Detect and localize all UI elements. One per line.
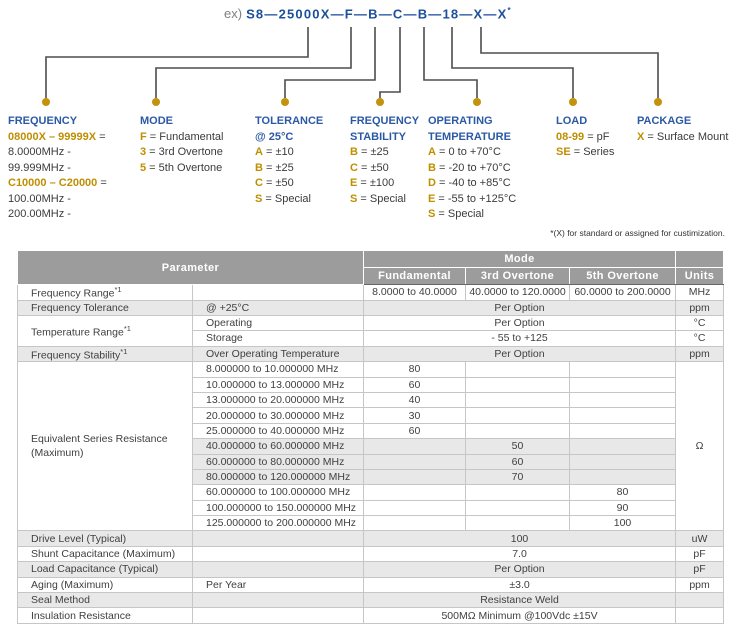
units-cell: MHz [676, 285, 724, 301]
legend-item: C10000 – C20000 = [8, 177, 107, 189]
condition-cell: 60.000000 to 100.000000 MHz [193, 485, 364, 500]
col-header-mode: Mode [364, 251, 676, 268]
legend-item-code: B [255, 161, 263, 174]
legend-item: B = ±25 [255, 161, 294, 174]
legend-item-code: B [428, 161, 436, 174]
units-cell: pF [676, 546, 724, 561]
table-row [18, 346, 724, 362]
legend-item-code: X [637, 130, 645, 143]
col-header-fundamental: Fundamental [364, 268, 466, 285]
legend-column-load [556, 114, 614, 161]
value-cell [570, 362, 676, 377]
callout-dot-load [569, 98, 577, 106]
legend-title: TOLERANCE [255, 115, 324, 127]
condition-cell: 8.000000 to 10.000000 MHz [193, 362, 364, 377]
value-cell [364, 516, 466, 531]
value-cell: 70 [466, 469, 570, 484]
value-cell: 40.0000 to 120.0000 [466, 285, 570, 301]
legend-item: B = -20 to +70°C [428, 161, 511, 174]
legend-item-code: C10000 – C20000 [8, 177, 98, 189]
note-reference: *1 [114, 285, 122, 294]
legend-item: D = -40 to +85°C [428, 177, 511, 189]
legend-column-package [637, 114, 728, 145]
condition-cell: 60.000000 to 80.000000 MHz [193, 454, 364, 469]
value-cell: 60 [364, 377, 466, 392]
legend-title: LOAD [556, 115, 588, 127]
table-row [18, 285, 724, 301]
value-cell: 40 [364, 392, 466, 407]
table-row [18, 577, 724, 592]
value-cell [570, 408, 676, 423]
parameter-cell: Frequency Range$^{*1}$ [18, 285, 193, 301]
parameter-cell: Insulation Resistance [18, 608, 193, 623]
table-row [18, 300, 724, 315]
condition-cell: 13.000000 to 20.000000 MHz [193, 392, 364, 407]
legend-column-mode [140, 114, 223, 176]
col-header-3rd-overtone: 3rd Overtone [466, 268, 570, 285]
value-cell: 50 [466, 439, 570, 454]
col-header-parameter: Parameter [18, 251, 364, 285]
value-cell: Per Option [364, 300, 676, 315]
legend-item: C = ±50 [255, 177, 294, 189]
callout-line-stability [380, 27, 400, 98]
note-reference: *1 [123, 323, 131, 333]
value-cell: 8.0000 to 40.0000 [364, 285, 466, 301]
legend-item: 99.999MHz - [8, 161, 71, 174]
value-cell [466, 423, 570, 438]
units-cell: pF [676, 562, 724, 577]
units-cell [676, 608, 724, 623]
col-header-units-spacer [676, 251, 724, 268]
legend-item: S = Special [428, 208, 484, 220]
condition-cell [193, 562, 364, 577]
callout-line-mode [156, 27, 351, 98]
value-cell [570, 377, 676, 392]
value-cell: 90 [570, 500, 676, 515]
legend-item: 200.00MHz - [8, 208, 71, 220]
legend-column-tolerance [255, 114, 323, 207]
legend-item: A = ±10 [255, 146, 294, 158]
value-cell [466, 392, 570, 407]
legend-item: E = ±100 [350, 177, 395, 189]
legend-item: 08000X – 99999X = [8, 130, 106, 143]
note-reference: *1 [120, 346, 128, 356]
value-cell: 100 [570, 516, 676, 531]
legend-item: 100.00MHz - [8, 192, 71, 205]
legend-title: FREQUENCY [8, 115, 78, 127]
legend-column-frequency [8, 114, 107, 223]
units-cell: ppm [676, 346, 724, 362]
legend-title: OPERATING [428, 115, 493, 127]
units-cell: ppm [676, 300, 724, 315]
legend-item: 5 = 5th Overtone [140, 161, 223, 174]
table-row [18, 531, 724, 546]
callout-dot-tolerance [281, 98, 289, 106]
value-cell [466, 362, 570, 377]
value-cell: 60.0000 to 200.0000 [570, 285, 676, 301]
value-cell [570, 439, 676, 454]
legend-item-code: B [350, 146, 358, 158]
table-row [18, 608, 724, 623]
legend-title: MODE [140, 115, 173, 127]
units-cell: °C [676, 315, 724, 330]
condition-cell: 40.000000 to 60.000000 MHz [193, 439, 364, 454]
legend-item-code: D [428, 177, 436, 189]
col-header-units: Units [676, 268, 724, 285]
value-cell [364, 439, 466, 454]
table-row [18, 593, 724, 608]
value-cell [570, 392, 676, 407]
spec-table [17, 250, 724, 624]
table-row [18, 546, 724, 561]
legend-item-code: E [428, 192, 436, 205]
legend-item-code: C [255, 177, 263, 189]
units-cell: uW [676, 531, 724, 546]
value-cell [466, 408, 570, 423]
value-cell: Per Option [364, 562, 676, 577]
callout-dot-mode [152, 98, 160, 106]
condition-cell: 25.000000 to 40.000000 MHz [193, 423, 364, 438]
condition-cell: 125.000000 to 200.000000 MHz [193, 516, 364, 531]
value-cell: 30 [364, 408, 466, 423]
parameter-cell: Frequency Stability$^{*1}$ [18, 346, 193, 362]
callout-line-temperature [424, 27, 477, 98]
legend-title: PACKAGE [637, 115, 692, 127]
parameter-cell: Load Capacitance (Typical) [18, 562, 193, 577]
units-cell: ppm [676, 577, 724, 592]
value-cell [570, 454, 676, 469]
legend-item: 08-99 = pF [556, 130, 610, 143]
legend-item-code: 3 [140, 146, 147, 158]
legend-item: B = ±25 [350, 146, 389, 158]
col-header-5th-overtone: 5th Overtone [570, 268, 676, 285]
part-number-prefix: ex) [224, 6, 243, 22]
table-row [18, 362, 724, 377]
value-cell: 7.0 [364, 546, 676, 561]
table-row [18, 562, 724, 577]
value-cell: - 55 to +125 [364, 331, 676, 346]
legend-item: SE = Series [556, 146, 615, 158]
parameter-cell: Aging (Maximum) [18, 577, 193, 592]
callout-dot-package [654, 98, 662, 106]
value-cell [570, 469, 676, 484]
value-cell [364, 469, 466, 484]
callout-line-tolerance [285, 27, 375, 98]
condition-cell: @ +25°C [193, 300, 364, 315]
legend-item: A = 0 to +70°C [428, 146, 501, 158]
value-cell [364, 454, 466, 469]
callout-line-package [481, 27, 658, 98]
legend-item: 8.0000MHz - [8, 146, 71, 158]
legend-title: TEMPERATURE [428, 130, 511, 143]
units-cell: Ω [676, 362, 724, 531]
condition-cell: 20.000000 to 30.000000 MHz [193, 408, 364, 423]
value-cell [570, 423, 676, 438]
value-cell [364, 485, 466, 500]
parameter-cell: Shunt Capacitance (Maximum) [18, 546, 193, 561]
value-cell: 80 [570, 485, 676, 500]
legend-title: STABILITY [350, 130, 407, 143]
value-cell: 60 [466, 454, 570, 469]
legend-item: F = Fundamental [140, 130, 224, 143]
condition-cell: 100.000000 to 150.000000 MHz [193, 500, 364, 515]
part-number-footnote-marker: * [507, 6, 511, 15]
value-cell: 100 [364, 531, 676, 546]
condition-cell: Operating [193, 315, 364, 330]
legend-item-code: S [350, 192, 358, 205]
legend-item: X = Surface Mount [637, 130, 729, 143]
callout-dot-stability [376, 98, 384, 106]
legend-title: FREQUENCY [350, 115, 420, 127]
value-cell: Resistance Weld [364, 593, 676, 608]
legend-item: E = -55 to +125°C [428, 192, 517, 205]
value-cell: Per Option [364, 315, 676, 330]
condition-cell [193, 285, 364, 301]
callout-line-load [452, 27, 573, 98]
parameter-cell: Temperature Range$^{*1}$ [18, 315, 193, 346]
condition-cell: Over Operating Temperature [193, 346, 364, 362]
callout-dot-temperature [473, 98, 481, 106]
value-cell [466, 485, 570, 500]
callout-line-frequency [46, 27, 308, 98]
legend-item-code: F [140, 130, 147, 143]
parameter-cell: Seal Method [18, 593, 193, 608]
legend-item-code: 08000X – 99999X [8, 130, 97, 143]
table-row [18, 315, 724, 330]
legend-item: S = Special [350, 192, 406, 205]
legend-item-code: 08-99 [556, 130, 585, 143]
condition-cell [193, 546, 364, 561]
legend-item-code: C [350, 161, 358, 174]
units-cell: °C [676, 331, 724, 346]
condition-cell: Per Year [193, 577, 364, 592]
legend-item-code: A [428, 146, 436, 158]
legend-item-code: E [350, 177, 358, 189]
legend-column-stability [350, 114, 419, 207]
legend-item: S = Special [255, 192, 311, 205]
value-cell: 80 [364, 362, 466, 377]
parameter-cell: Equivalent Series Resistance (Maximum) [18, 362, 193, 531]
value-cell: ±3.0 [364, 577, 676, 592]
condition-cell [193, 593, 364, 608]
condition-cell: 10.000000 to 13.000000 MHz [193, 377, 364, 392]
legend-item-code: 5 [140, 161, 147, 174]
value-cell: 60 [364, 423, 466, 438]
legend-item-code: S [255, 192, 263, 205]
condition-cell [193, 608, 364, 623]
condition-cell [193, 531, 364, 546]
value-cell [466, 377, 570, 392]
value-cell: 500MΩ Minimum @100Vdc ±15V [364, 608, 676, 623]
legend-item-code: A [255, 146, 263, 158]
legend-title: @ 25°C [255, 130, 294, 143]
customization-footnote: *(X) for standard or assigned for custimization. [550, 228, 725, 238]
legend-item: C = ±50 [350, 161, 389, 174]
value-cell [466, 516, 570, 531]
value-cell [364, 500, 466, 515]
part-number-callout-lines [0, 0, 729, 120]
condition-cell: 80.000000 to 120.000000 MHz [193, 469, 364, 484]
legend-column-temperature [428, 114, 516, 223]
condition-cell: Storage [193, 331, 364, 346]
legend-item-code: SE [556, 146, 571, 158]
value-cell [466, 500, 570, 515]
units-cell [676, 593, 724, 608]
value-cell: Per Option [364, 346, 676, 362]
part-number-code: S8—25000X—F—B—C—B—18—X—X [246, 6, 508, 22]
callout-dot-frequency [42, 98, 50, 106]
parameter-cell: Frequency Tolerance [18, 300, 193, 315]
legend-item-code: S [428, 208, 436, 220]
legend-item: 3 = 3rd Overtone [140, 146, 223, 158]
parameter-cell: Drive Level (Typical) [18, 531, 193, 546]
